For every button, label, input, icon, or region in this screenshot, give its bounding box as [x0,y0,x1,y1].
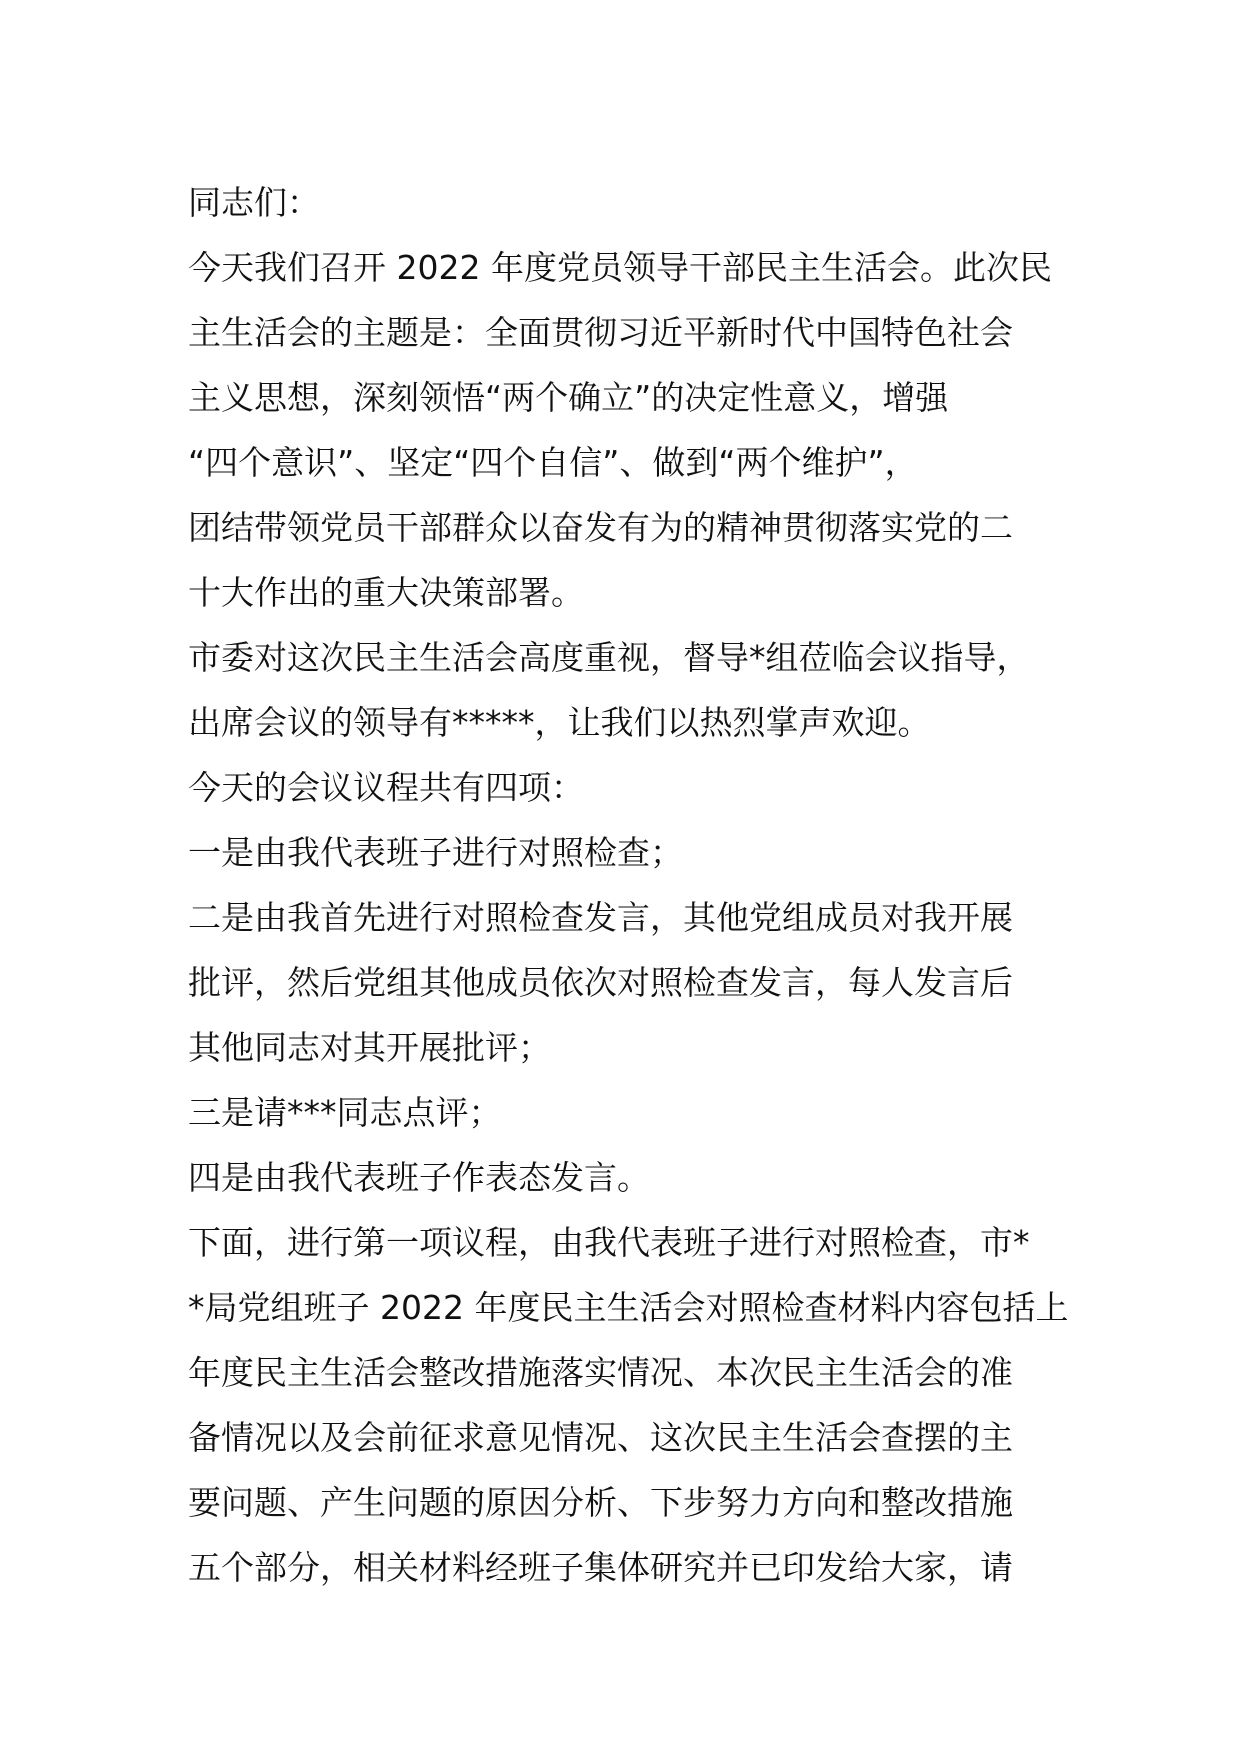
text-line: 今天我们召开 2022 年度党员领导干部民主生活会。此次民 [188,248,1052,287]
text-line: 十大作出的重大决策部署。 [188,573,584,612]
text-line: 团结带领党员干部群众以奋发有为的精神贯彻落实党的二 [188,508,1013,547]
text-line: 二是由我首先进行对照检查发言，其他党组成员对我开展 [188,898,1013,937]
text-line: 其他同志对其开展批评； [188,1028,551,1067]
text-line: 下面，进行第一项议程，由我代表班子进行对照检查，市* [188,1223,1030,1262]
text-line: 一是由我代表班子进行对照检查； [188,833,683,872]
document-body [188,170,1069,1600]
text-line: 五个部分，相关材料经班子集体研究并已印发给大家，请 [188,1548,1013,1587]
text-line: “四个意识”、坚定“四个自信”、做到“两个维护”， [188,443,918,482]
text-line: 主生活会的主题是：全面贯彻习近平新时代中国特色社会 [188,313,1013,352]
text-line: 出席会议的领导有*****，让我们以热烈掌声欢迎。 [188,703,931,742]
text-line: 批评，然后党组其他成员依次对照检查发言，每人发言后 [188,963,1013,1002]
text-line: 三是请***同志点评； [188,1093,502,1132]
text-line: 备情况以及会前征求意见情况、这次民主生活会查摆的主 [188,1418,1013,1457]
text-line: 今天的会议议程共有四项： [188,768,584,807]
text-line: 年度民主生活会整改措施落实情况、本次民主生活会的准 [188,1353,1013,1392]
text-line: *局党组班子 2022 年度民主生活会对照检查材料内容包括上 [188,1288,1069,1327]
text-line: 要问题、产生问题的原因分析、下步努力方向和整改措施 [188,1483,1013,1522]
text-line: 市委对这次民主生活会高度重视，督导*组莅临会议指导， [188,638,1030,677]
text-line: 主义思想，深刻领悟“两个确立”的决定性意义，增强 [188,378,949,417]
text-line: 四是由我代表班子作表态发言。 [188,1158,650,1197]
text-line: 同志们： [188,183,320,222]
